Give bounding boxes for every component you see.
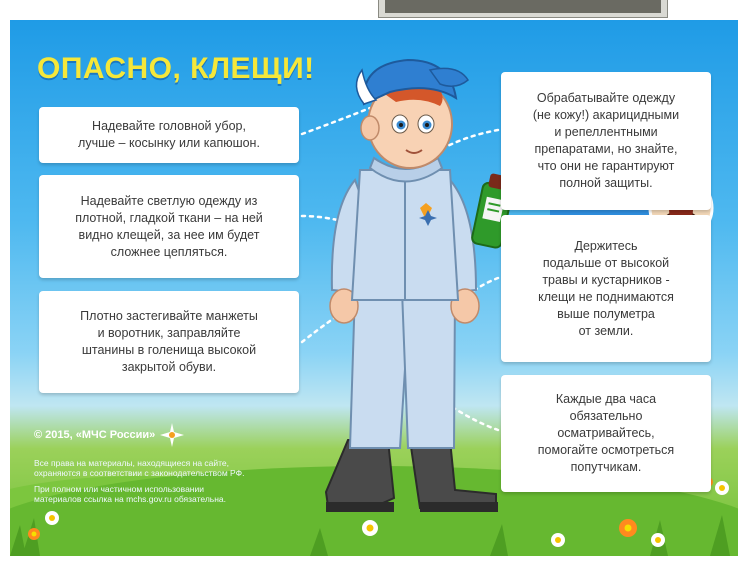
tip-card-inspect: Каждые два часа обязательно осматривайтесь, помогайте осмотреться попутчикам. bbox=[501, 375, 711, 492]
mchs-star-icon bbox=[159, 422, 185, 448]
legal-rights-text: Все права на материалы, находящиеся на сайте, охраняются в соответствии с законодательством РФ. bbox=[34, 458, 245, 478]
copyright-text: © 2015, «МЧС России» bbox=[34, 429, 156, 441]
tick-safety-poster bbox=[10, 20, 738, 556]
legal-usage-text: При полном или частичном использовании материалов ссылка на mchs.gov.ru обязательна. bbox=[34, 484, 227, 504]
tip-card-light-clothing: Надевайте светлую одежду из плотной, гладкой ткани – на ней видно клещей, за нее им будет сложнее цепляться. bbox=[39, 175, 299, 278]
tip-card-headwear: Надевайте головной убор, лучше – косынку или капюшон. bbox=[39, 107, 299, 163]
slide-top-tab bbox=[378, 0, 668, 18]
poster-title: ОПАСНО, КЛЕЩИ! bbox=[37, 52, 315, 85]
poster-footer bbox=[34, 422, 334, 510]
tip-card-avoid-grass: Держитесь подальше от высокой травы и кустарников - клещи не поднимаются выше полуметра от земли. bbox=[501, 215, 711, 362]
tip-card-fasten-cuffs: Плотно застегивайте манжеты и воротник, заправляйте штанины в голенища высокой закрытой обуви. bbox=[39, 291, 299, 393]
tip-card-repellent: Обрабатывайте одежду (не кожу!) акарицидными и репеллентными препаратами, но знайте, что они не гарантируют полной защиты. bbox=[501, 72, 711, 210]
boy-illustration bbox=[326, 60, 498, 512]
copyright-line bbox=[34, 422, 334, 448]
